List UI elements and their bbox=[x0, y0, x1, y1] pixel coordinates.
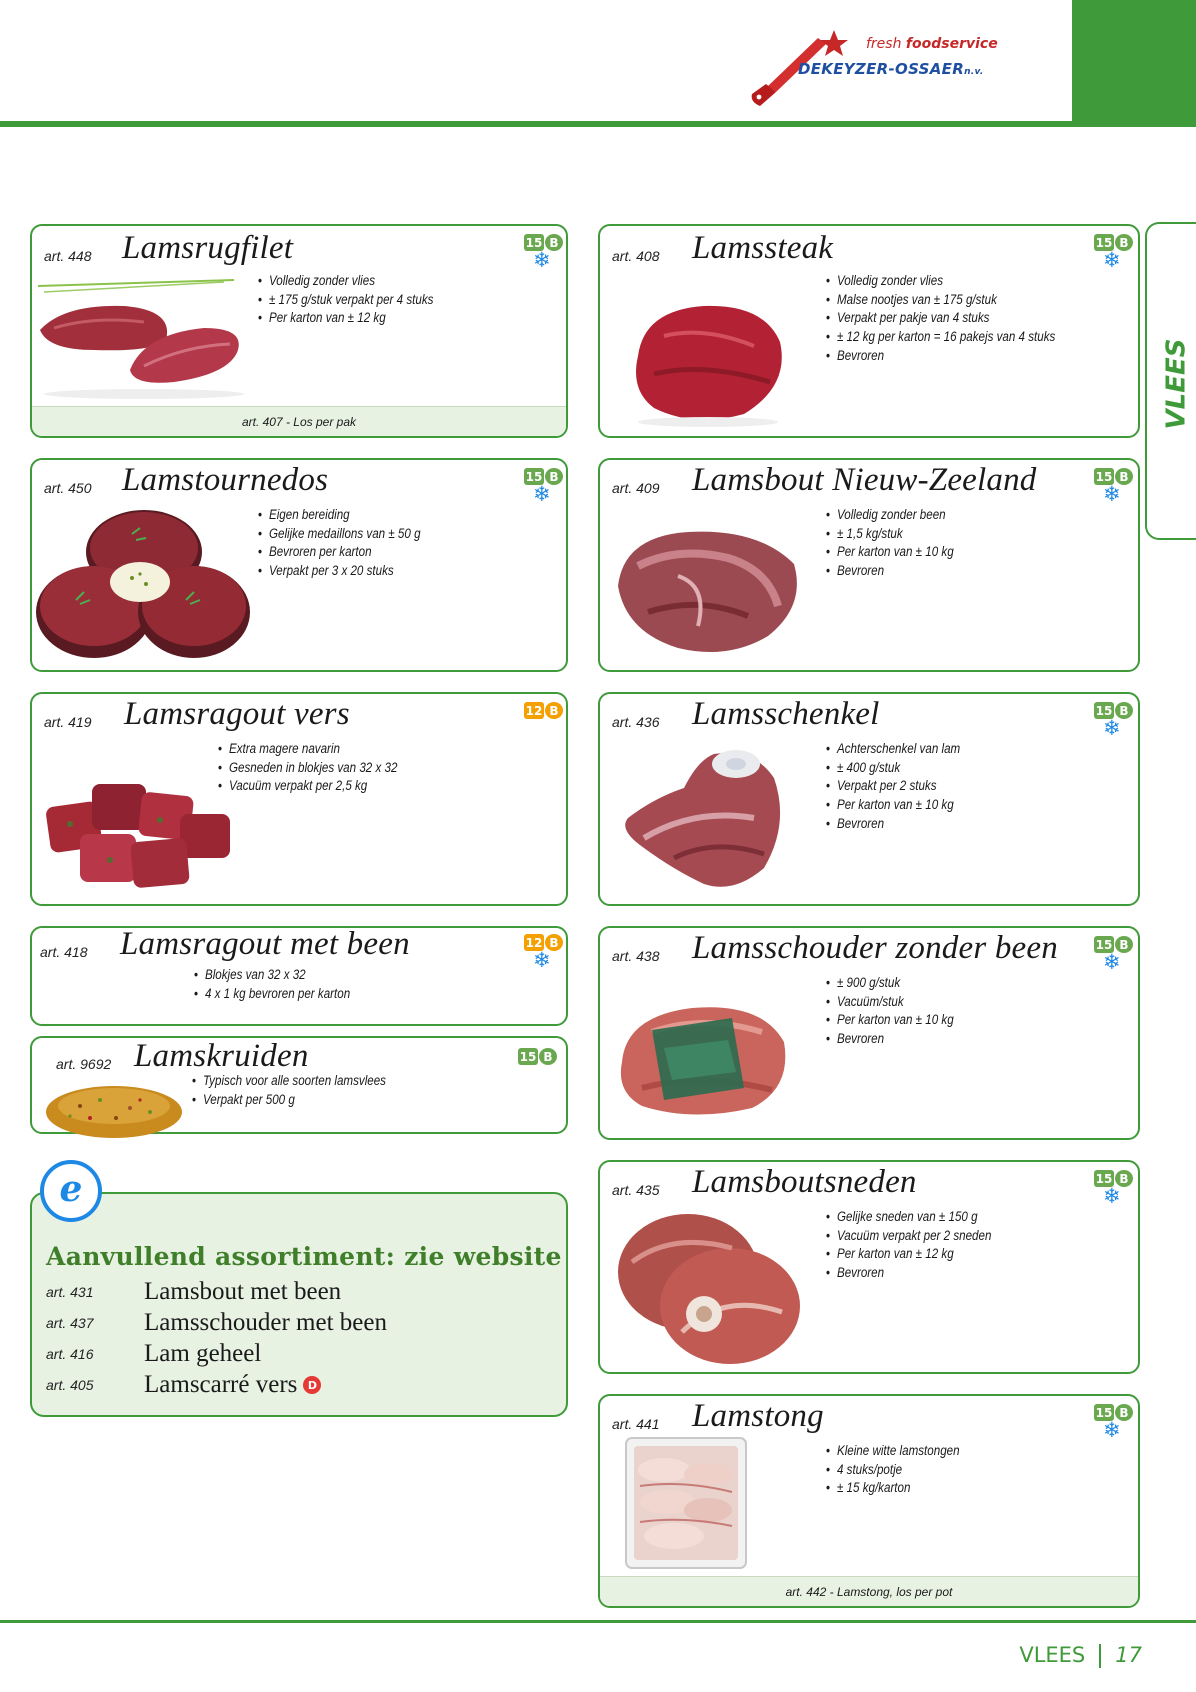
website-item-name: Lamsschouder met been bbox=[144, 1309, 387, 1336]
product-title: Lamstong bbox=[692, 1398, 824, 1434]
spec-item: • Verpakt per 2 stuks bbox=[826, 777, 960, 796]
shelf-life-badge: 15 bbox=[1095, 235, 1113, 250]
brand-logo[interactable] bbox=[748, 30, 998, 110]
storage-badges bbox=[524, 468, 564, 516]
logo-tagline: fresh foodservice bbox=[866, 36, 998, 52]
category-badge: B bbox=[545, 934, 563, 951]
spec-item: • Bevroren bbox=[826, 815, 960, 834]
spec-item: • Volledig zonder vlies bbox=[258, 272, 433, 291]
category-badge: B bbox=[1115, 468, 1133, 485]
lamb-tongue-tray-photo bbox=[624, 1436, 748, 1570]
spec-item: • Extra magere navarin bbox=[218, 740, 397, 759]
product-specs bbox=[826, 1442, 960, 1498]
spec-item: • ± 1,5 kg/stuk bbox=[826, 525, 954, 544]
spec-item: • ± 12 kg per karton = 16 pakejs van 4 stuks bbox=[826, 328, 1055, 347]
product-title: Lamsragout vers bbox=[124, 696, 350, 732]
spec-item: • Eigen bereiding bbox=[258, 506, 421, 525]
logo-company-name: DEKEYZER-OSSAERn.v. bbox=[798, 60, 984, 78]
article-number: art. 431 bbox=[46, 1284, 94, 1300]
lamb-fillet-photo bbox=[34, 270, 254, 400]
shelf-life-badge: 15 bbox=[519, 1049, 537, 1064]
website-assortment-box bbox=[30, 1192, 568, 1417]
website-item-name: Lam geheel bbox=[144, 1340, 262, 1367]
frozen-snowflake-icon: ❄ bbox=[1103, 482, 1121, 506]
shelf-life-badge: 15 bbox=[1095, 1405, 1113, 1420]
product-card-lamstong[interactable] bbox=[598, 1394, 1140, 1608]
website-item[interactable] bbox=[46, 1309, 546, 1339]
spec-item: • ± 900 g/stuk bbox=[826, 974, 954, 993]
lamb-shank-photo bbox=[614, 738, 794, 898]
website-assortment-title: Aanvullend assortiment: zie website bbox=[46, 1242, 562, 1271]
product-specs bbox=[194, 966, 350, 1003]
spec-item: • Vacuüm verpakt per 2,5 kg bbox=[218, 777, 397, 796]
spec-item: • Per karton van ± 10 kg bbox=[826, 1011, 954, 1030]
product-title: Lamssteak bbox=[692, 230, 834, 266]
spec-item: • Bevroren per karton bbox=[258, 543, 421, 562]
product-card-lamsboutsneden[interactable] bbox=[598, 1160, 1140, 1374]
spec-item: • Verpakt per 3 x 20 stuks bbox=[258, 562, 421, 581]
article-number: art. 9692 bbox=[56, 1056, 112, 1072]
spec-item: • Verpakt per 500 g bbox=[192, 1091, 386, 1110]
spec-item: • ± 175 g/stuk verpakt per 4 stuks bbox=[258, 291, 433, 310]
spec-item: • Vacuüm/stuk bbox=[826, 993, 954, 1012]
spec-item: • Blokjes van 32 x 32 bbox=[194, 966, 350, 985]
shelf-life-badge: 15 bbox=[525, 235, 543, 250]
product-specs bbox=[258, 506, 421, 581]
product-title: Lamsrugfilet bbox=[122, 230, 294, 266]
spec-item: • Bevroren bbox=[826, 1030, 954, 1049]
category-badge: B bbox=[539, 1048, 557, 1065]
spec-item: • Volledig zonder vlies bbox=[826, 272, 1055, 291]
storage-badges bbox=[1094, 1404, 1134, 1452]
card-footer-note: art. 442 - Lamstong, los per pot bbox=[600, 1576, 1138, 1606]
product-card-lamsschenkel[interactable] bbox=[598, 692, 1140, 906]
storage-badges bbox=[524, 934, 564, 982]
frozen-snowflake-icon: ❄ bbox=[533, 948, 551, 972]
spec-item: • Per karton van ± 10 kg bbox=[826, 796, 960, 815]
article-number: art. 450 bbox=[44, 480, 92, 496]
category-badge: B bbox=[545, 702, 563, 719]
product-title: Lamsboutsneden bbox=[692, 1164, 917, 1200]
article-number: art. 405 bbox=[46, 1377, 94, 1393]
product-specs bbox=[826, 506, 954, 581]
lamb-tournedos-photo bbox=[36, 504, 252, 664]
category-badge: B bbox=[545, 468, 563, 485]
spec-item: • 4 stuks/potje bbox=[826, 1461, 960, 1480]
frozen-snowflake-icon: ❄ bbox=[1103, 1184, 1121, 1208]
product-card-lamsschouder-zonder-been[interactable] bbox=[598, 926, 1140, 1140]
frozen-snowflake-icon: ❄ bbox=[533, 248, 551, 272]
website-item[interactable] bbox=[46, 1278, 546, 1308]
product-card-lamskruiden[interactable] bbox=[30, 1036, 568, 1134]
footer-rule bbox=[0, 1620, 1196, 1623]
category-badge: B bbox=[1115, 1404, 1133, 1421]
article-number: art. 437 bbox=[46, 1315, 94, 1331]
article-number: art. 438 bbox=[612, 948, 660, 964]
spec-item: • Vacuüm verpakt per 2 sneden bbox=[826, 1227, 991, 1246]
website-item-name: Lamscarré vers bbox=[144, 1371, 298, 1398]
product-card-lamsbout-nieuw-zeeland[interactable] bbox=[598, 458, 1140, 672]
frozen-snowflake-icon: ❄ bbox=[1103, 1418, 1121, 1442]
category-badge: B bbox=[545, 234, 563, 251]
article-number: art. 435 bbox=[612, 1182, 660, 1198]
product-title: Lamsschouder zonder been bbox=[692, 930, 1058, 966]
product-card-lamssteak[interactable] bbox=[598, 224, 1140, 438]
frozen-snowflake-icon: ❄ bbox=[533, 482, 551, 506]
article-number: art. 416 bbox=[46, 1346, 94, 1362]
product-specs bbox=[258, 272, 433, 328]
spec-item: • ± 400 g/stuk bbox=[826, 759, 960, 778]
product-specs bbox=[826, 272, 1055, 366]
spec-item: • ± 15 kg/karton bbox=[826, 1479, 960, 1498]
article-number: art. 408 bbox=[612, 248, 660, 264]
storage-badges bbox=[1094, 468, 1134, 516]
shelf-life-badge: 12 bbox=[525, 703, 543, 718]
lamb-ragout-cubes-photo bbox=[40, 764, 240, 894]
website-item-name: Lamsbout met been bbox=[144, 1278, 342, 1305]
product-specs bbox=[826, 740, 960, 834]
product-title: Lamsschenkel bbox=[692, 696, 880, 732]
article-number: art. 409 bbox=[612, 480, 660, 496]
product-card-lamsragout-met-been[interactable] bbox=[30, 926, 568, 1026]
product-title: Lamsbout Nieuw-Zeeland bbox=[692, 462, 1037, 498]
frozen-snowflake-icon: ❄ bbox=[1103, 248, 1121, 272]
spec-item: • Bevroren bbox=[826, 347, 1055, 366]
product-specs bbox=[826, 974, 954, 1049]
product-card-lamsragout-vers[interactable] bbox=[30, 692, 568, 906]
product-card-lamstournedos[interactable] bbox=[30, 458, 568, 672]
shelf-life-badge: 12 bbox=[525, 935, 543, 950]
shelf-life-badge: 15 bbox=[1095, 937, 1113, 952]
spec-item: • Typisch voor alle soorten lamsvlees bbox=[192, 1072, 386, 1091]
spec-item: • Bevroren bbox=[826, 562, 954, 581]
product-title: Lamsragout met been bbox=[120, 926, 410, 962]
frozen-snowflake-icon: ❄ bbox=[1103, 950, 1121, 974]
frozen-snowflake-icon: ❄ bbox=[1103, 716, 1121, 740]
header-color-block bbox=[1072, 0, 1196, 127]
storage-badges bbox=[524, 234, 564, 282]
product-title: Lamskruiden bbox=[134, 1038, 309, 1074]
website-item[interactable] bbox=[46, 1371, 546, 1401]
product-specs bbox=[826, 1208, 991, 1283]
product-specs bbox=[192, 1072, 386, 1109]
product-title: Lamstournedos bbox=[122, 462, 329, 498]
lamb-leg-slices-photo bbox=[612, 1202, 802, 1366]
spec-item: • Per karton van ± 12 kg bbox=[258, 309, 433, 328]
category-badge: B bbox=[1115, 936, 1133, 953]
website-e-icon[interactable]: e bbox=[40, 1160, 102, 1222]
article-number: art. 441 bbox=[612, 1416, 660, 1432]
storage-badges bbox=[1094, 234, 1134, 282]
shelf-life-badge: 15 bbox=[1095, 1171, 1113, 1186]
spec-item: • Malse nootjes van ± 175 g/stuk bbox=[826, 291, 1055, 310]
lamb-spices-photo bbox=[40, 1072, 190, 1144]
shelf-life-badge: 15 bbox=[1095, 469, 1113, 484]
spec-item: • Kleine witte lamstongen bbox=[826, 1442, 960, 1461]
spec-item: • Per karton van ± 10 kg bbox=[826, 543, 954, 562]
spec-item: • Gelijke medaillons van ± 50 g bbox=[258, 525, 421, 544]
storage-badges bbox=[518, 1048, 558, 1096]
card-footer-note: art. 407 - Los per pak bbox=[32, 406, 566, 436]
article-number: art. 419 bbox=[44, 714, 92, 730]
section-side-tab[interactable] bbox=[1145, 222, 1196, 540]
header-rule bbox=[0, 121, 1072, 127]
spec-item: • Volledig zonder been bbox=[826, 506, 954, 525]
spec-item: • Achterschenkel van lam bbox=[826, 740, 960, 759]
article-number: art. 418 bbox=[40, 944, 88, 960]
category-badge: B bbox=[1115, 234, 1133, 251]
category-badge: B bbox=[1115, 702, 1133, 719]
spec-item: • 4 x 1 kg bevroren per karton bbox=[194, 985, 350, 1004]
article-number: art. 448 bbox=[44, 248, 92, 264]
footer-section-label: VLEES bbox=[1019, 1643, 1086, 1667]
storage-badges bbox=[524, 702, 564, 750]
side-tab-label: VLEES bbox=[1161, 338, 1191, 430]
lamb-steak-photo bbox=[624, 296, 794, 428]
product-card-lamsrugfilet[interactable] bbox=[30, 224, 568, 438]
storage-badges bbox=[1094, 936, 1134, 984]
lamb-shoulder-vacuum-photo bbox=[612, 992, 792, 1122]
category-badge: B bbox=[1115, 1170, 1133, 1187]
website-item[interactable] bbox=[46, 1340, 546, 1370]
spec-item: • Bevroren bbox=[826, 1264, 991, 1283]
spec-item: • Gesneden in blokjes van 32 x 32 bbox=[218, 759, 397, 778]
spec-item: • Per karton van ± 12 kg bbox=[826, 1245, 991, 1264]
storage-badges bbox=[1094, 702, 1134, 750]
page-footer bbox=[1019, 1643, 1142, 1668]
shelf-life-badge: 15 bbox=[525, 469, 543, 484]
footer-separator bbox=[1099, 1644, 1101, 1668]
shelf-life-badge: 15 bbox=[1095, 703, 1113, 718]
article-number: art. 436 bbox=[612, 714, 660, 730]
fresh-d-badge: D bbox=[303, 1376, 321, 1394]
storage-badges bbox=[1094, 1170, 1134, 1218]
spec-item: • Gelijke sneden van ± 150 g bbox=[826, 1208, 991, 1227]
spec-item: • Verpakt per pakje van 4 stuks bbox=[826, 309, 1055, 328]
page-number: 17 bbox=[1115, 1643, 1142, 1667]
lamb-leg-boneless-photo bbox=[608, 516, 808, 666]
product-specs bbox=[218, 740, 397, 796]
